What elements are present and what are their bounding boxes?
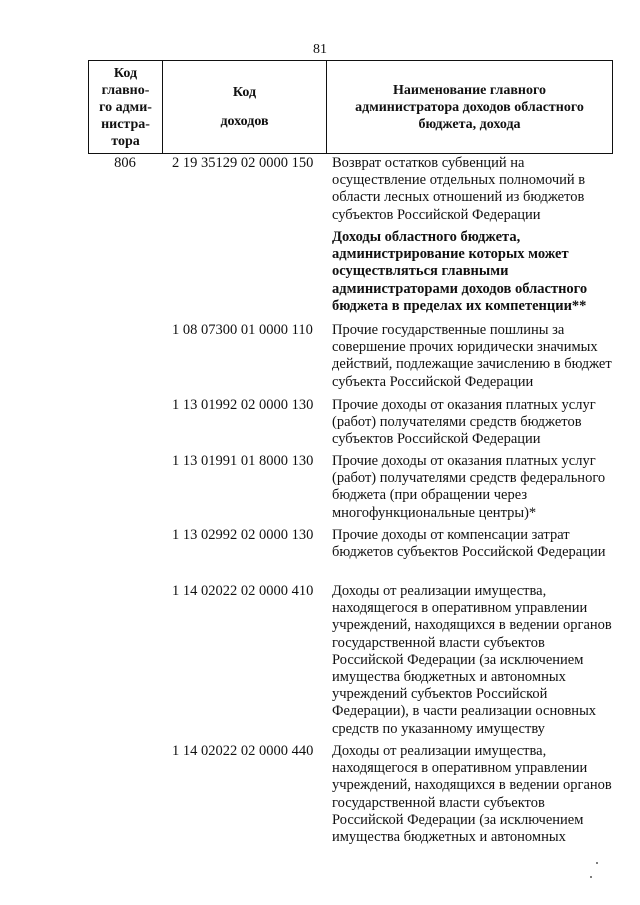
scan-speck xyxy=(596,862,598,864)
income-code-cell: 1 14 02022 02 0000 410 xyxy=(172,583,314,599)
page-number: 81 xyxy=(313,42,327,57)
admin-code-cell: 806 xyxy=(114,155,136,171)
name-cell: Возврат остатков субвенций на осуществление отдельных полномочий в области лесных отношений из бюджетов субъектов Российской Федерации xyxy=(332,155,586,223)
name-cell: Прочие доходы от оказания платных услуг (работ) получателями средств бюджетов субъектов Российской Федерации xyxy=(332,397,596,448)
header-income-code xyxy=(163,61,327,153)
header-admin-code xyxy=(89,61,163,153)
name-cell: Доходы от реализации имущества, находящегося в оперативном управлении учреждений, находящихся в ведении органов государственной власти субъектов Российской Федерации (за исключением имущества бюджетных и автономных xyxy=(332,743,612,846)
income-code-cell: 2 19 35129 02 0000 150 xyxy=(172,155,314,171)
header-admin-line: го адми- xyxy=(99,99,152,115)
header-admin-line: Код xyxy=(113,65,138,81)
name-cell: Прочие доходы от оказания платных услуг (работ) получателями средств федерального бюджета (при обращении через многофункциональные центры)* xyxy=(332,453,606,521)
scan-speck xyxy=(590,876,592,878)
section-heading: Доходы областного бюджета, администрирование которых может осуществляться главными администраторами доходов областного бюджета в пределах их компетенции** xyxy=(332,229,588,314)
income-code-cell: 1 08 07300 01 0000 110 xyxy=(172,322,313,338)
header-admin-line: главно- xyxy=(101,82,150,98)
header-admin-line: тора xyxy=(111,133,140,149)
header-admin-line: нистра- xyxy=(101,116,150,132)
name-cell: Прочие доходы от компенсации затрат бюджетов субъектов Российской Федерации xyxy=(332,527,606,561)
header-name-text: Наименование главного администратора доходов областного бюджета, дохода xyxy=(355,82,584,132)
income-code-cell: 1 13 01992 02 0000 130 xyxy=(172,397,314,413)
income-code-cell: 1 14 02022 02 0000 440 xyxy=(172,743,314,759)
name-cell: Доходы от реализации имущества, находящегося в оперативном управлении учреждений, находящихся в ведении органов государственной власти субъектов Российской Федерации (за исключением имущества бюджетных и автономных учреждений субъектов Российской Федерации), в части реализации основных средств по указанному имуществу xyxy=(332,583,612,737)
header-name xyxy=(327,61,612,153)
table-header xyxy=(88,60,613,154)
income-code-cell: 1 13 02992 02 0000 130 xyxy=(172,527,314,543)
header-code-line: Код xyxy=(232,85,257,100)
income-code-cell: 1 13 01991 01 8000 130 xyxy=(172,453,314,469)
name-cell: Прочие государственные пошлины за совершение прочих юридически значимых действий, подлежащие зачислению в бюджет субъекта Российской Федерации xyxy=(332,322,612,390)
header-code-line: доходов xyxy=(220,114,269,129)
